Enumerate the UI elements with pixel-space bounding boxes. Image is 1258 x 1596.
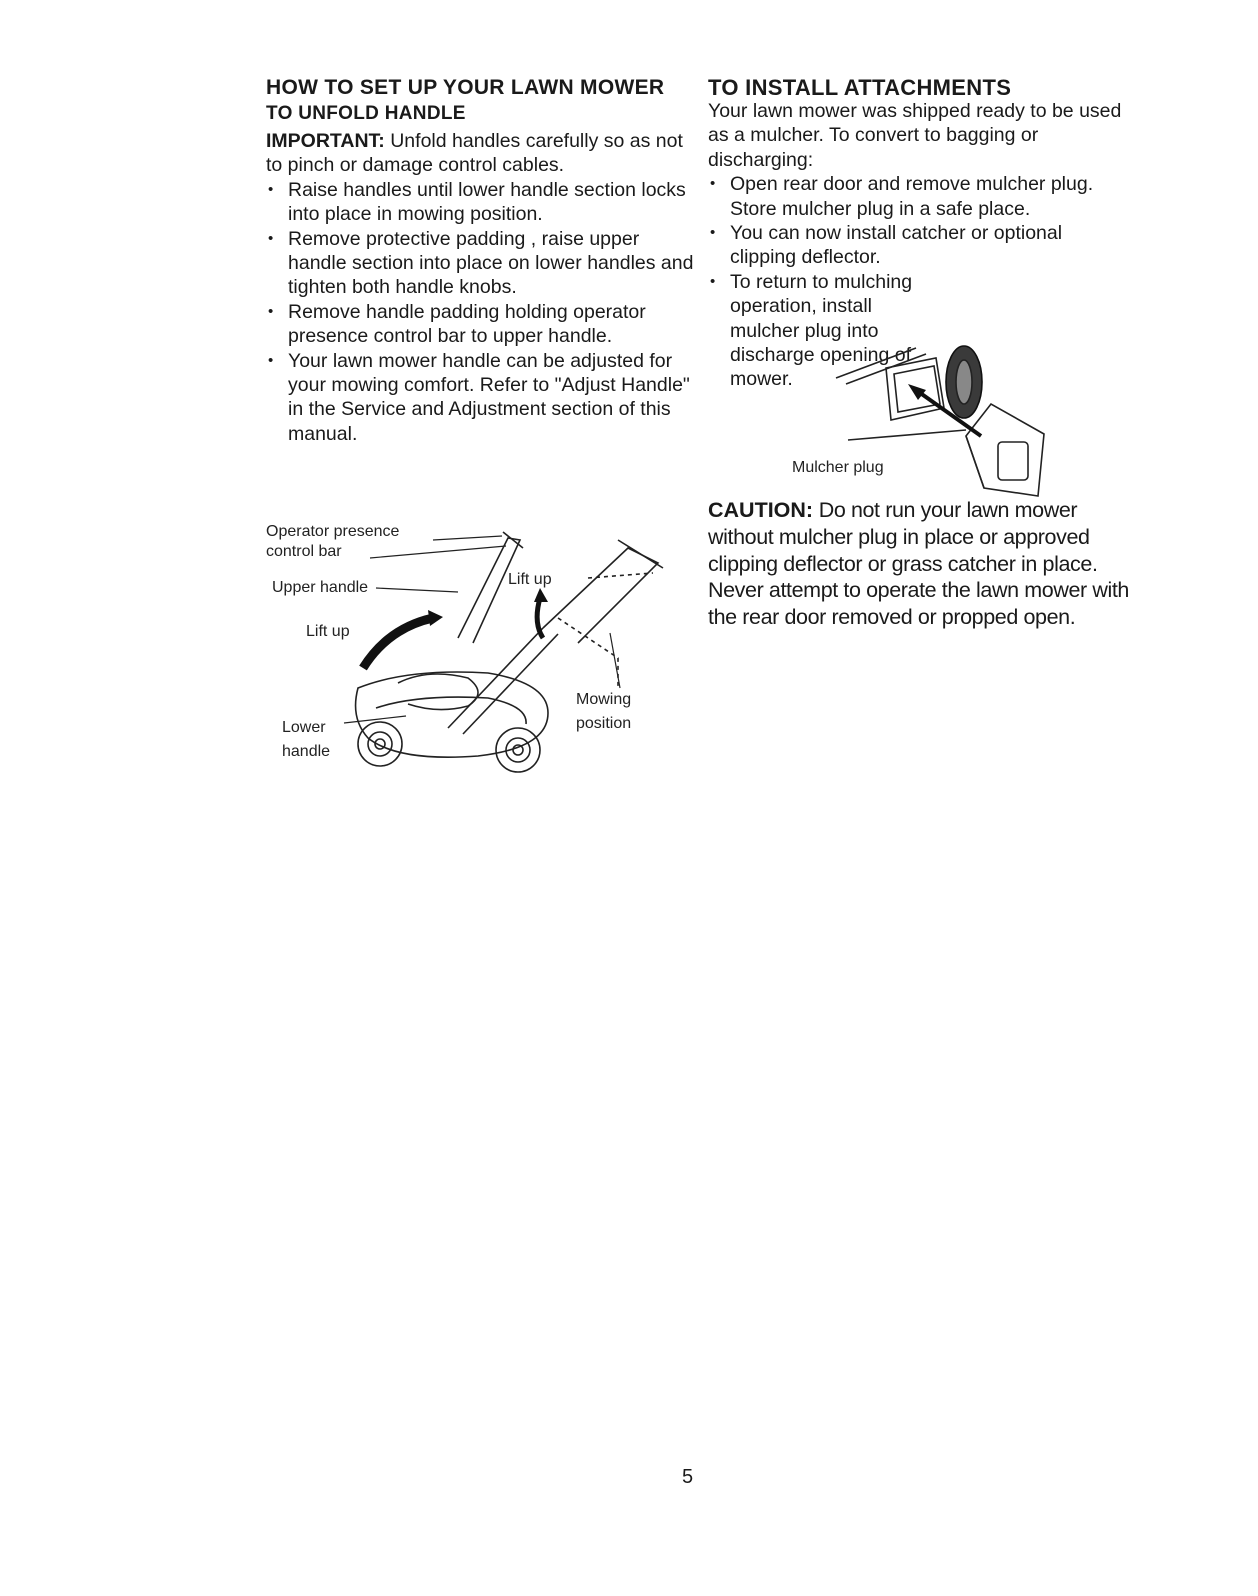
lift-up-arrow-left: [363, 618, 433, 668]
label-handle: handle: [282, 743, 331, 760]
section-title-attachments: TO INSTALL ATTACHMENTS: [708, 75, 1012, 100]
caution-label: CAUTION:: [708, 498, 814, 522]
label-lift-up-right: Lift up: [508, 571, 552, 588]
left-column: [266, 76, 696, 446]
mulcher-plug-figure: [776, 338, 1076, 506]
label-upper-handle: Upper handle: [272, 579, 369, 596]
list-item: • Remove protective padding , raise upper handle section into place on lower handles and tighten both handle knobs.: [266, 227, 696, 300]
section-title-setup: HOW TO SET UP YOUR LAWN MOWER: [266, 76, 665, 99]
list-item: • Remove handle padding holding operator presence control bar to upper handle.: [266, 300, 696, 349]
list-item: • Raise handles until lower handle section locks into place in mowing position.: [266, 178, 696, 227]
label-control-bar: control bar: [266, 543, 342, 560]
list-item: • Your lawn mower handle can be adjusted for your mowing comfort. Refer to "Adjust Handle" in the Service and Adjustment section of this manual.: [266, 349, 696, 447]
front-wheel: [496, 728, 540, 772]
lift-up-arrow-right: [537, 598, 543, 638]
attachments-intro: Your lawn mower was shipped ready to be used as a mulcher. To convert to bagging or discharging:: [708, 100, 1122, 171]
list-item: • To return to mulching operation, install mulcher plug into discharge opening of mower.: [708, 270, 930, 392]
label-mowing: Mowing: [576, 691, 632, 708]
handle-setup-figure: [258, 518, 678, 790]
subsection-title-unfold-handle: TO UNFOLD HANDLE: [266, 103, 466, 124]
mower-engine: [398, 674, 478, 710]
caution-text: Do not run your lawn mower without mulcher plug in place or approved clipping deflector or grass catcher in place. Never attempt to operate the lawn mower with the rear door removed or propped open.: [708, 498, 1129, 630]
label-mulcher-plug: Mulcher plug: [792, 459, 884, 476]
lower-handle-bar: [448, 628, 543, 728]
important-note: [266, 129, 696, 178]
important-text: Unfold handles carefully so as not to pinch or damage control cables.: [266, 130, 683, 177]
label-lift-up-left: Lift up: [306, 623, 350, 640]
important-label: IMPORTANT:: [266, 130, 385, 152]
label-position: position: [576, 715, 632, 732]
label-lower: Lower: [282, 719, 326, 736]
setup-steps-list: [266, 178, 696, 446]
page-number: 5: [682, 1466, 694, 1488]
upper-handle-folded: [458, 538, 520, 643]
list-item: • You can now install catcher or optional clipping deflector.: [708, 221, 1128, 270]
mulcher-plug-illustration: [776, 338, 1076, 506]
rear-wheel: [358, 722, 402, 766]
list-item: • Open rear door and remove mulcher plug. Store mulcher plug in a safe place.: [708, 172, 1128, 221]
mulcher-plug: [966, 404, 1044, 496]
upper-handle-raised: [543, 548, 658, 643]
label-operator-presence: Operator presence: [266, 523, 400, 540]
caution-note: [708, 497, 1138, 631]
